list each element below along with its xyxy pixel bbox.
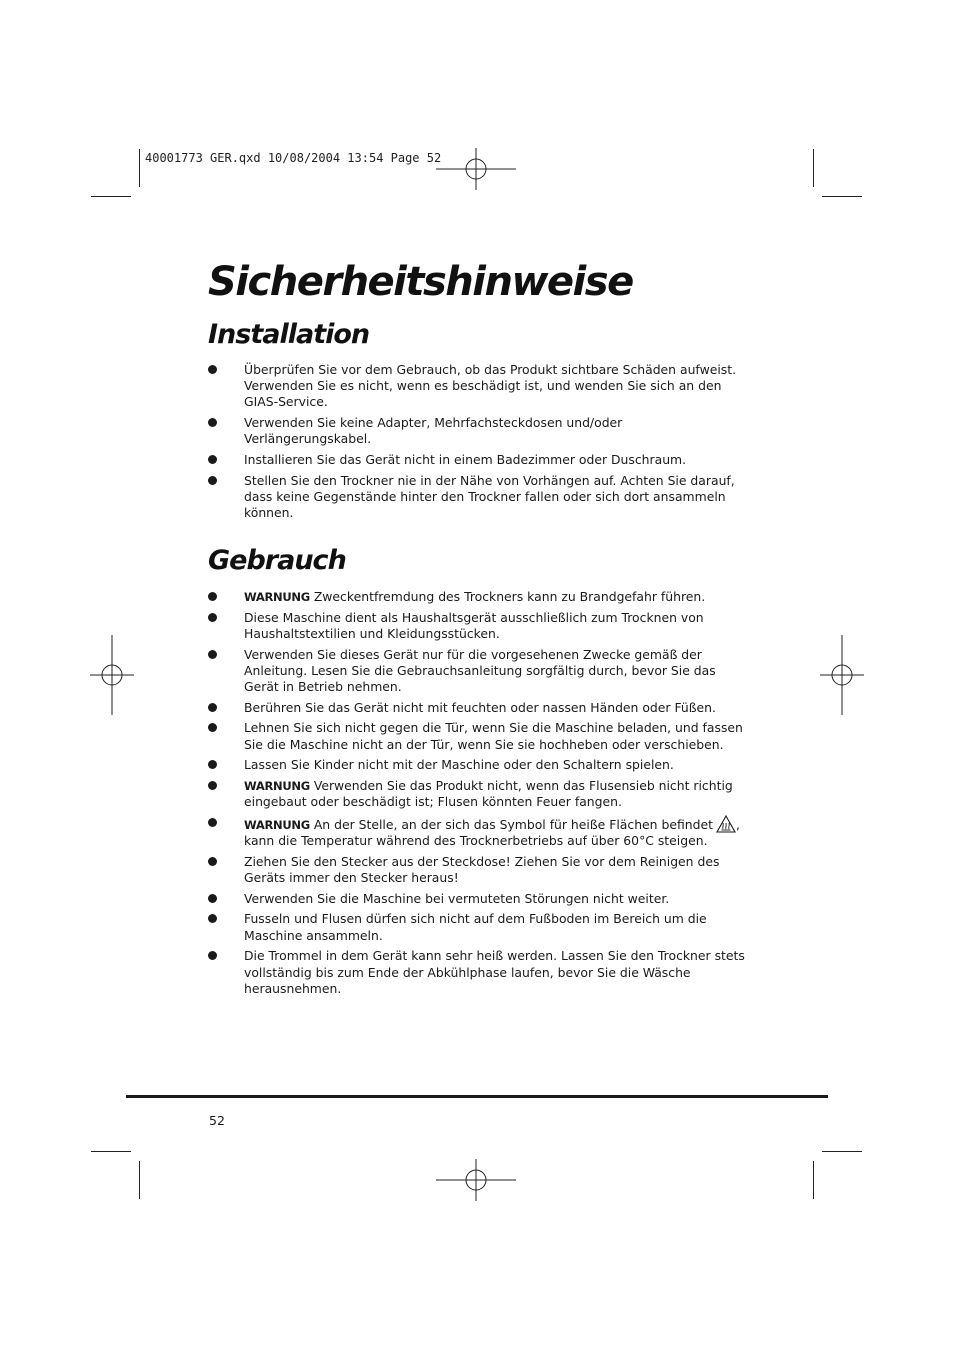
list-item-text: Verwenden Sie die Maschine bei vermuteten Störungen nicht weiter. [244, 890, 670, 906]
list-item-text: Lehnen Sie sich nicht gegen die Tür, wenn Sie die Maschine beladen, und fassen Sie die Maschine nicht an der Tür, wenn Sie sie hochheben oder verschieben. [244, 720, 743, 752]
list-item [207, 362, 747, 411]
list-item-text: An der Stelle, an der sich das Symbol für heiße Flächen befindet [313, 816, 713, 832]
bullet-icon [208, 857, 217, 866]
crop-mark [822, 196, 862, 197]
list-item [207, 610, 747, 642]
crop-mark [813, 1161, 814, 1199]
list-item [207, 778, 747, 810]
registration-mark-bottom [436, 1159, 516, 1201]
crop-mark [91, 196, 131, 197]
bullet-icon [208, 455, 217, 464]
section-heading-installation: Installation [208, 319, 370, 350]
bullet-icon [208, 613, 217, 622]
bullet-icon [208, 818, 217, 827]
installation-list [207, 362, 747, 526]
list-item-text: Ziehen Sie den Stecker aus der Steckdose! Ziehen Sie vor dem Reinigen des Geräts immer den Stecker heraus! [244, 853, 720, 886]
list-item [207, 720, 747, 752]
crop-mark [91, 1151, 131, 1152]
list-item-text: Die Trommel in dem Gerät kann sehr heiß werden. Lassen Sie den Trockner stets vollständig bis zum Ende der Abkühlphase laufen, bevor Sie die Wäsche herausnehmen. [244, 948, 745, 996]
print-slug-line: 40001773 GER.qxd 10/08/2004 13:54 Page 52 [145, 151, 442, 165]
bullet-icon [208, 760, 217, 769]
section-heading-gebrauch: Gebrauch [208, 545, 346, 576]
crop-mark [139, 149, 140, 187]
list-item-text: Lassen Sie Kinder nicht mit der Maschine oder den Schaltern spielen. [244, 757, 674, 773]
list-item [207, 415, 747, 447]
bullet-icon [208, 476, 217, 485]
list-item-text: Verwenden Sie keine Adapter, Mehrfachsteckdosen und/oder Verlängerungskabel. [244, 415, 623, 447]
list-item [207, 589, 747, 605]
bullet-icon [208, 781, 217, 790]
bullet-icon [208, 723, 217, 732]
list-item [207, 452, 747, 468]
list-item [207, 757, 747, 773]
bullet-icon [208, 703, 217, 712]
list-item-text: Berühren Sie das Gerät nicht mit feuchten oder nassen Händen oder Füßen. [244, 699, 716, 715]
registration-mark-top [436, 148, 516, 190]
bullet-icon [208, 951, 217, 960]
bullet-icon [208, 418, 217, 427]
bullet-icon [208, 914, 217, 923]
crop-mark [139, 1161, 140, 1199]
crop-mark [813, 149, 814, 187]
registration-mark-left [90, 635, 134, 715]
list-item [207, 854, 747, 886]
warning-label: WARNUNG [244, 817, 310, 832]
page-number: 52 [209, 1113, 225, 1128]
list-item [207, 647, 747, 696]
warning-label: WARNUNG [244, 779, 310, 794]
list-item-text: , kann die Temperatur während des Trocknerbetriebs auf über 60°C steigen. [244, 816, 740, 849]
list-item [207, 911, 747, 943]
bullet-icon [208, 894, 217, 903]
list-item [207, 700, 747, 716]
list-item-text: Fusseln und Flusen dürfen sich nicht auf dem Fußboden im Bereich um die Maschine ansammeln. [244, 911, 707, 943]
list-item-text: Stellen Sie den Trockner nie in der Nähe von Vorhängen auf. Achten Sie darauf, dass keine Gegenstände hinter den Trockner fallen oder sich dort ansammeln können. [244, 472, 735, 521]
hot-surface-warning-icon [716, 815, 736, 833]
bullet-icon [208, 592, 217, 601]
list-item [207, 891, 747, 907]
page-title: Sicherheitshinweise [208, 259, 633, 305]
footer-rule [126, 1095, 828, 1098]
list-item-text: Verwenden Sie das Produkt nicht, wenn das Flusensieb nicht richtig eingebaut oder beschädigt ist; Flusen könnten Feuer fangen. [244, 778, 733, 810]
list-item-text: Verwenden Sie dieses Gerät nur für die vorgesehenen Zwecke gemäß der Anleitung. Lesen Sie die Gebrauchsanleitung sorgfältig durch, bevor Sie das Gerät in Betrieb nehmen. [244, 646, 716, 695]
bullet-icon [208, 365, 217, 374]
list-item-text: Zweckentfremdung des Trockners kann zu Brandgefahr führen. [313, 589, 706, 604]
list-item [207, 473, 747, 522]
list-item [207, 815, 747, 849]
list-item-text: Diese Maschine dient als Haushaltsgerät ausschließlich zum Trocknen von Haushaltstextilien und Kleidungsstücken. [244, 609, 704, 641]
warning-label: WARNUNG [244, 590, 310, 604]
crop-mark [822, 1151, 862, 1152]
gebrauch-list [207, 589, 747, 1001]
list-item-text: Überprüfen Sie vor dem Gebrauch, ob das Produkt sichtbare Schäden aufweist. Verwenden Sie es nicht, wenn es beschädigt ist, und wenden Sie sich an den GIAS-Service. [244, 362, 737, 410]
list-item-text: Installieren Sie das Gerät nicht in einem Badezimmer oder Duschraum. [244, 452, 687, 468]
registration-mark-right [820, 635, 864, 715]
list-item [207, 948, 747, 997]
bullet-icon [208, 650, 217, 659]
